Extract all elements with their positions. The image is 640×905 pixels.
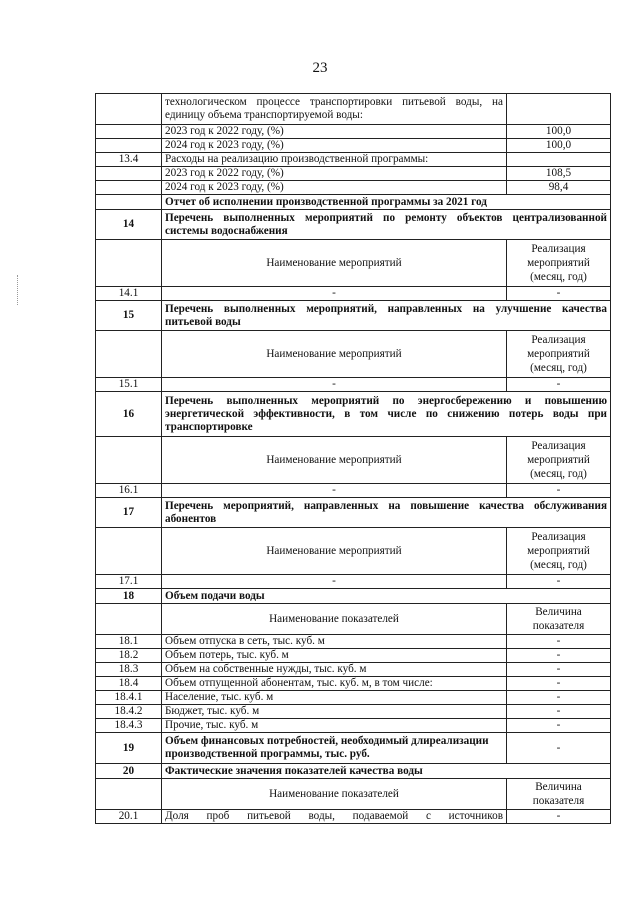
table-row <box>96 677 611 691</box>
column-header-row <box>96 604 611 635</box>
row-text: технологическом процессе транспортировки питьевой воды, на единицу объема транспортируемой воды: <box>162 94 507 125</box>
row-text: Прочие, тыс. куб. м <box>162 719 507 733</box>
section-title: Перечень мероприятий, направленных на повышение качества обслуживания абонентов <box>162 498 611 528</box>
section-number: 15 <box>96 301 162 331</box>
row-text: Доля проб питьевой воды, подаваемой с источников <box>162 810 507 824</box>
column-header-implementation: Реализация мероприятий (месяц, год) <box>507 331 611 378</box>
row-value: - <box>507 677 611 691</box>
section-title: Перечень выполненных мероприятий, направленных на улучшение качества питьевой воды <box>162 301 611 331</box>
margin-mark <box>17 275 19 305</box>
row-text: Расходы на реализацию производственной программы: <box>162 153 507 167</box>
row-number: 20.1 <box>96 810 162 824</box>
row-text: Объем на собственные нужды, тыс. куб. м <box>162 663 507 677</box>
column-header-implementation: Реализация мероприятий (месяц, год) <box>507 528 611 575</box>
section-header <box>96 210 611 240</box>
row-value: - <box>507 635 611 649</box>
table-row <box>96 378 611 392</box>
report-title: Отчет об исполнении производственной программы за 2021 год <box>162 195 611 210</box>
row-number: 18.4.1 <box>96 691 162 705</box>
column-header-implementation: Реализация мероприятий (месяц, год) <box>507 437 611 484</box>
column-header-value: Величина показателя <box>507 604 611 635</box>
row-number <box>96 139 162 153</box>
table-row <box>96 181 611 195</box>
row-number: 13.4 <box>96 153 162 167</box>
row-number <box>96 94 162 125</box>
row-value: - <box>507 575 611 589</box>
column-header-row <box>96 240 611 287</box>
row-value: - <box>507 663 611 677</box>
row-text: 2023 год к 2022 году, (%) <box>162 125 507 139</box>
row-text: Объем потерь, тыс. куб. м <box>162 649 507 663</box>
table-row <box>96 663 611 677</box>
row-number <box>96 528 162 575</box>
row-number: 18.4 <box>96 677 162 691</box>
row-number: 18.2 <box>96 649 162 663</box>
row-value: - <box>507 691 611 705</box>
section-header <box>96 764 611 779</box>
section-header <box>96 392 611 437</box>
section-number: 16 <box>96 392 162 437</box>
column-header-value: Величина показателя <box>507 779 611 810</box>
column-header-implementation: Реализация мероприятий (месяц, год) <box>507 240 611 287</box>
row-number: 18.4.2 <box>96 705 162 719</box>
row-value: - <box>507 719 611 733</box>
table-row <box>96 484 611 498</box>
row-number: 18.1 <box>96 635 162 649</box>
row-number <box>96 167 162 181</box>
section-number: 18 <box>96 589 162 604</box>
row-text: 2023 год к 2022 году, (%) <box>162 167 507 181</box>
table-row <box>96 635 611 649</box>
page-number: 23 <box>312 60 328 76</box>
row-number: 18.4.3 <box>96 719 162 733</box>
column-header-row <box>96 528 611 575</box>
row-value: - <box>507 810 611 824</box>
row-text: Население, тыс. куб. м <box>162 691 507 705</box>
row-value: - <box>507 484 611 498</box>
row-number <box>96 779 162 810</box>
table-row <box>96 139 611 153</box>
table-row <box>96 94 611 125</box>
table-row <box>96 649 611 663</box>
section-header <box>96 733 611 764</box>
section-number: 19 <box>96 733 162 764</box>
section-header <box>96 589 611 604</box>
row-value: - <box>507 649 611 663</box>
table-row <box>96 719 611 733</box>
column-header-name: Наименование показателей <box>162 779 507 810</box>
table-row <box>96 195 611 210</box>
row-number: 14.1 <box>96 287 162 301</box>
row-value: 100,0 <box>507 125 611 139</box>
table-row <box>96 287 611 301</box>
section-header <box>96 498 611 528</box>
row-value <box>507 94 611 125</box>
column-header-name: Наименование мероприятий <box>162 528 507 575</box>
column-header-name: Наименование показателей <box>162 604 507 635</box>
table-row <box>96 167 611 181</box>
row-value <box>507 153 611 167</box>
row-text: - <box>162 287 507 301</box>
column-header-row <box>96 331 611 378</box>
row-value: - <box>507 705 611 719</box>
row-text: - <box>162 378 507 392</box>
row-number: 15.1 <box>96 378 162 392</box>
section-number: 20 <box>96 764 162 779</box>
row-text: 2024 год к 2023 году, (%) <box>162 181 507 195</box>
table-row <box>96 153 611 167</box>
column-header-name: Наименование мероприятий <box>162 240 507 287</box>
row-number <box>96 125 162 139</box>
section-header <box>96 301 611 331</box>
section-number: 14 <box>96 210 162 240</box>
row-text: Объем отпуска в сеть, тыс. куб. м <box>162 635 507 649</box>
row-number: 17.1 <box>96 575 162 589</box>
row-value: - <box>507 287 611 301</box>
section-number: 17 <box>96 498 162 528</box>
row-number <box>96 240 162 287</box>
section-title: Перечень выполненных мероприятий по энергосбережению и повышению энергетической эффективности, в том числе по снижению потерь воды при транспортировке <box>162 392 611 437</box>
row-number: 18.3 <box>96 663 162 677</box>
program-table <box>95 93 611 824</box>
section-title: Объем подачи воды <box>162 589 611 604</box>
row-text: Объем отпущенной абонентам, тыс. куб. м, в том числе: <box>162 677 507 691</box>
column-header-name: Наименование мероприятий <box>162 437 507 484</box>
column-header-name: Наименование мероприятий <box>162 331 507 378</box>
table-row <box>96 575 611 589</box>
row-value: - <box>507 378 611 392</box>
column-header-row <box>96 779 611 810</box>
table-row <box>96 705 611 719</box>
row-text: Бюджет, тыс. куб. м <box>162 705 507 719</box>
row-number <box>96 331 162 378</box>
column-header-row <box>96 437 611 484</box>
row-number <box>96 181 162 195</box>
row-value: 108,5 <box>507 167 611 181</box>
row-text: 2024 год к 2023 году, (%) <box>162 139 507 153</box>
row-value: 100,0 <box>507 139 611 153</box>
row-number: 16.1 <box>96 484 162 498</box>
table-row <box>96 125 611 139</box>
table-row <box>96 810 611 824</box>
table-row <box>96 691 611 705</box>
row-value: 98,4 <box>507 181 611 195</box>
row-number <box>96 195 162 210</box>
section-title: Фактические значения показателей качества воды <box>162 764 611 779</box>
row-text: - <box>162 575 507 589</box>
row-number <box>96 437 162 484</box>
row-text: - <box>162 484 507 498</box>
row-value: - <box>507 733 611 764</box>
section-title: Объем финансовых потребностей, необходимый длиреализации производственной программы, тыс. руб. <box>162 733 507 764</box>
row-number <box>96 604 162 635</box>
section-title: Перечень выполненных мероприятий по ремонту объектов централизованной системы водоснабжения <box>162 210 611 240</box>
